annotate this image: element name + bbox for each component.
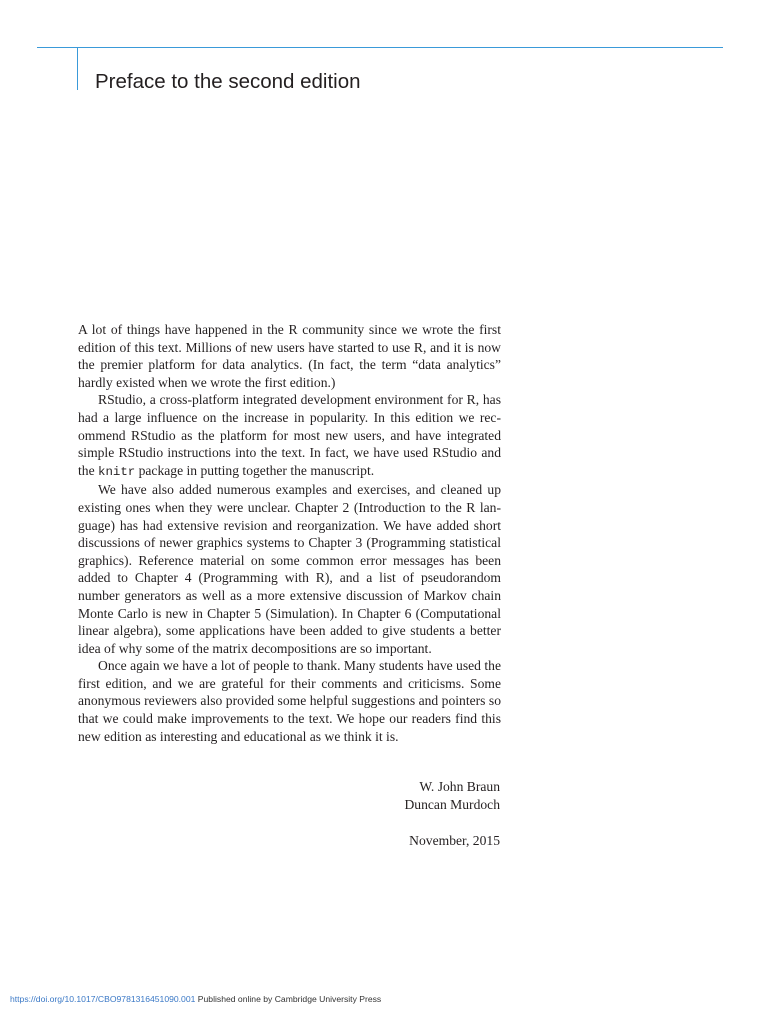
header-rule xyxy=(37,47,723,48)
author-name-2: Duncan Murdoch xyxy=(404,797,500,812)
author-name-1: W. John Braun xyxy=(419,779,500,794)
preface-body xyxy=(78,321,501,745)
paragraph-2-text-b: package in putting together the manuscript. xyxy=(135,462,375,478)
publisher-text: Published online by Cambridge University Press xyxy=(197,994,382,1004)
paragraph-3: We have also added numerous examples and exercises, and cleaned up existing ones when they were unclear. Chapter 2 (Introduction to the R language) has had extensive revision and reorganization. We have added short discussions of newer graphics systems to Chapter 3 (Programming statistical graphics). Reference material on some common error messages has been added to Chapter 4 (Programming with R), and a list of pseudorandom number generators as well as a more extensive discussion of Markov chain Monte Carlo is new in Chapter 5 (Simulation). In Chapter 6 (Computational linear algebra), some applications have been added to give students a better idea of why some of the matrix decompositions are so important. xyxy=(78,482,501,656)
preface-date: November, 2015 xyxy=(409,833,500,848)
doi-link[interactable]: https://doi.org/10.1017/CBO9781316451090.001 xyxy=(10,994,196,1004)
paragraph-4: Once again we have a lot of people to thank. Many students have used the first edition, and we are grateful for their comments and criticisms. Some anonymous reviewers also provided some helpful suggestions and pointers so that we could make improvements to the text. We hope our readers find this new edition as interesting and educational as we think it is. xyxy=(78,658,501,744)
signature-block xyxy=(404,778,500,814)
header-side-rule xyxy=(77,47,78,90)
paragraph-2-text-a: RStudio, a cross-platform integrated development environment for R, has had a large influence on the increase in popularity. In this edition we recommend RStudio as the platform for most new users, and have integrated simple RStudio instructions into the text. In fact, we have used RStudio and the xyxy=(78,392,501,478)
paragraph-1: A lot of things have happened in the R community since we wrote the first edition of this text. Millions of new users have started to use R, and it is now the premier platform for data analytics. (In fact, the term “data analytics” hardly existed when we wrote the first edition.) xyxy=(78,322,501,390)
page-title: Preface to the second edition xyxy=(95,70,361,93)
knitr-code: knitr xyxy=(98,464,136,479)
paragraph-2 xyxy=(78,391,501,481)
footer xyxy=(10,993,381,1005)
